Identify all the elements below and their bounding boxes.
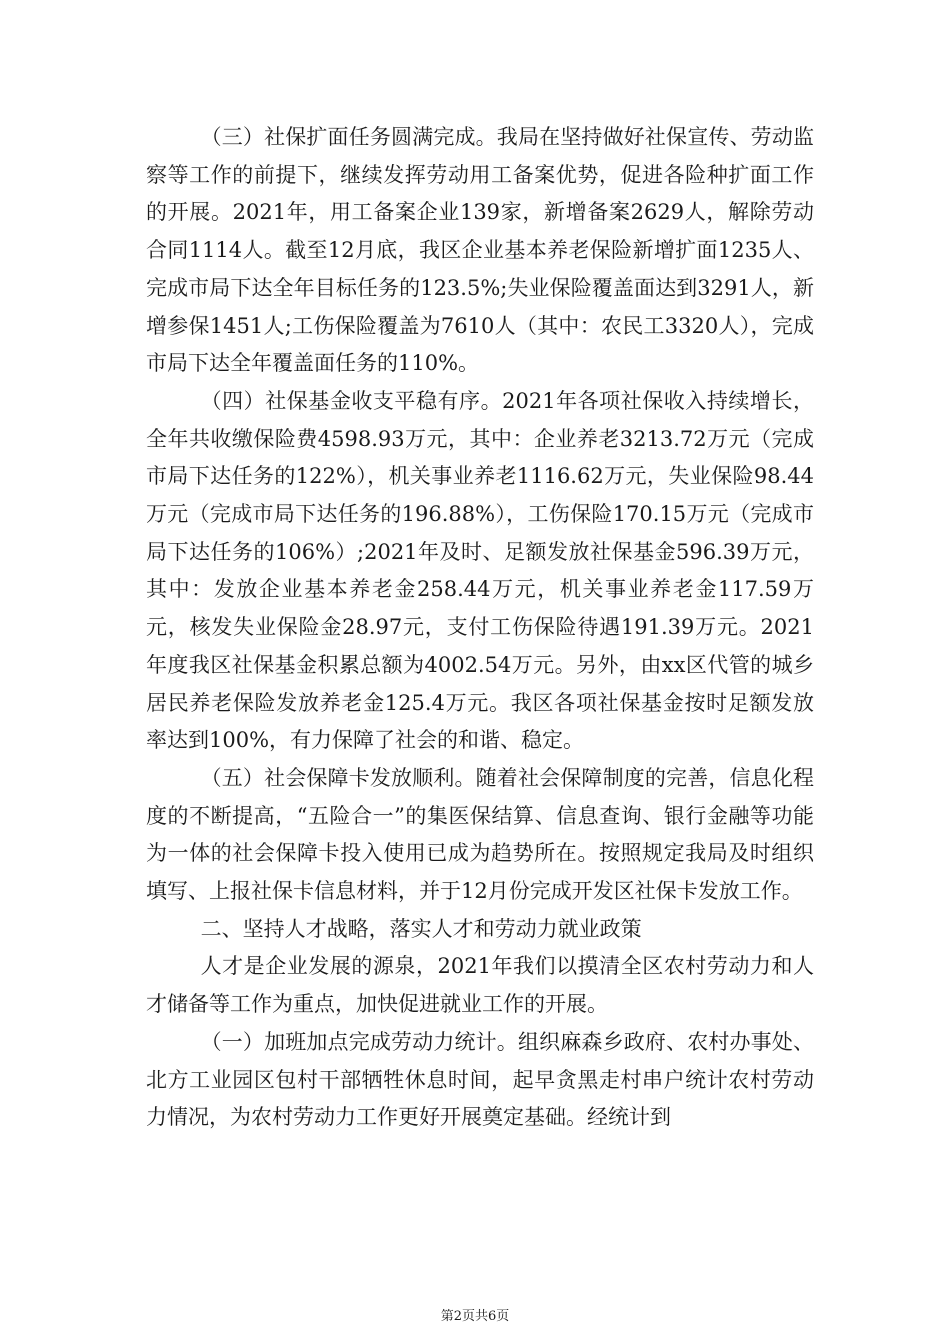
- paragraph-labor-statistics: （一）加班加点完成劳动力统计。组织麻森乡政府、农村办事处、北方工业园区包村干部牺牲休息时间，起早贪黑走村串户统计农村劳动力情况，为农村劳动力工作更好开展奠定基础。经统计到: [146, 1029, 814, 1130]
- paragraph-social-insurance-expansion: （三）社保扩面任务圆满完成。我局在坚持做好社保宣传、劳动监察等工作的前提下，继续发挥劳动用工备案优势，促进各险种扩面工作的开展。2021年，用工备案企业139家，新增备案2629人，解除劳动合同1114人。截至12月底，我区企业基本养老保险新增扩面1235人、完成市局下达全年目标任务的123.5%;失业保险覆盖面达到3291人，新增参保1451人;工伤保险覆盖为7610人（其中：农民工3320人），完成市局下达全年覆盖面任务的110%。: [146, 125, 814, 376]
- paragraph-talent-intro: 人才是企业发展的源泉，2021年我们以摸清全区农村劳动力和人才储备等工作为重点，加快促进就业工作的开展。: [146, 954, 814, 1017]
- document-body: [146, 119, 814, 1137]
- paragraph-social-insurance-fund: （四）社保基金收支平稳有序。2021年各项社保收入持续增长，全年共收缴保险费4598.93万元，其中：企业养老3213.72万元（完成市局下达任务的122%），机关事业养老1116.62万元，失业保险98.44万元（完成市局下达任务的196.88%），工伤保险170.15万元（完成市局下达任务的106%）;2021年及时、足额发放社保基金596.39万元，其中：发放企业基本养老金258.44万元，机关事业养老金117.59万元，核发失业保险金28.97元，支付工伤保险待遇191.39万元。2021年度我区社保基金积累总额为4002.54万元。另外，由xx区代管的城乡居民养老保险发放养老金125.4万元。我区各项社保基金按时足额发放率达到100%，有力保障了社会的和谐、稳定。: [146, 388, 814, 753]
- paragraph-social-security-card: （五）社会保障卡发放顺利。随着社会保障制度的完善，信息化程度的不断提高，“五险合一”的集医保结算、信息查询、银行金融等功能为一体的社会保障卡投入使用已成为趋势所在。按照规定我局及时组织填写、上报社保卡信息材料，并于12月份完成开发区社保卡发放工作。: [146, 765, 814, 904]
- section-heading-talent-strategy: 二、坚持人才战略，落实人才和劳动力就业政策: [200, 916, 642, 941]
- page-number: 第2页共6页: [440, 1309, 510, 1324]
